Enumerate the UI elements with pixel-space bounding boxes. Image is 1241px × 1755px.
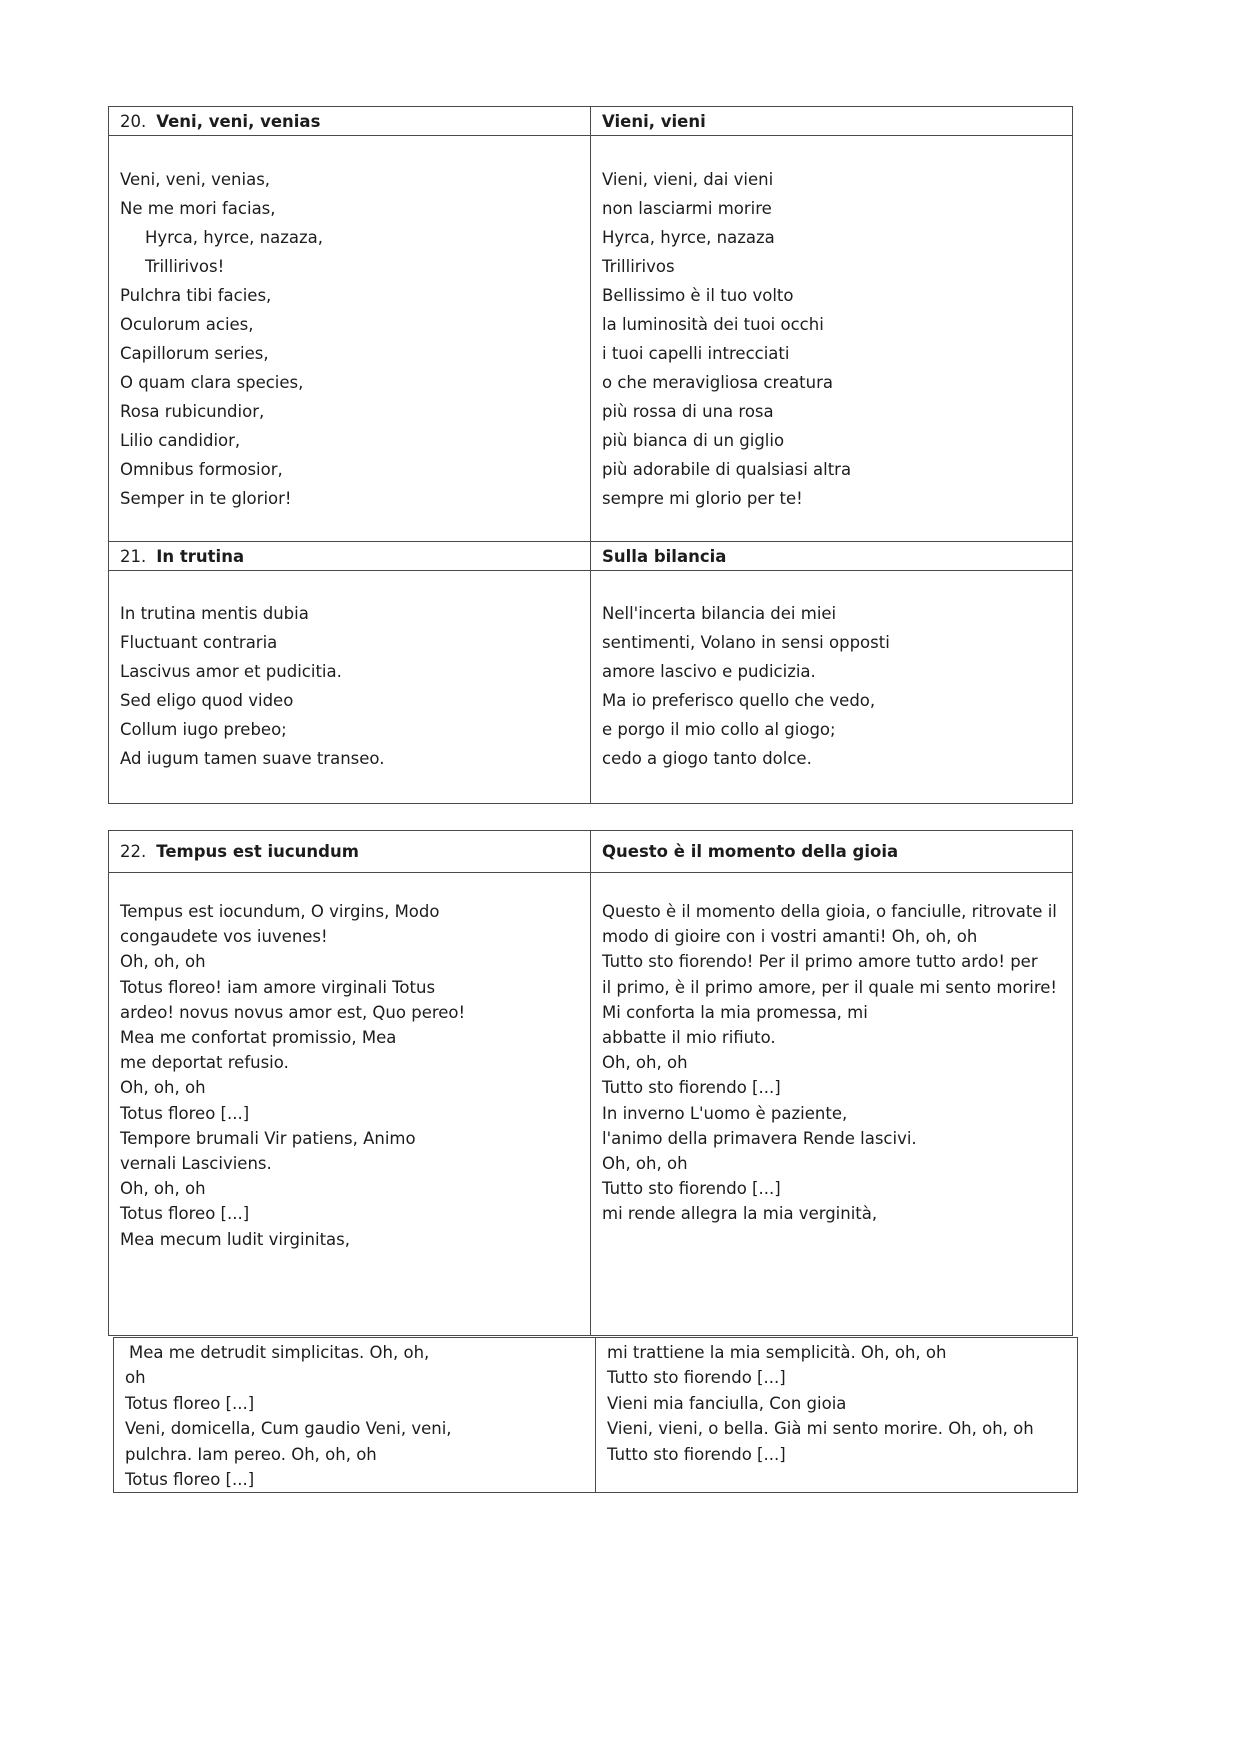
italian-line: Bellissimo è il tuo volto: [602, 286, 794, 305]
italian-text-cell: [591, 136, 1073, 542]
latin-line: Semper in te glorior!: [120, 489, 292, 508]
italian-line: In inverno L'uomo è paziente,: [602, 1103, 848, 1123]
latin-title: Tempus est iucundum: [156, 842, 359, 861]
latin-line: ardeo! novus novus amor est, Quo pereo!: [120, 1002, 466, 1022]
latin-line: vernali Lasciviens.: [120, 1154, 272, 1174]
latin-header-cell: [109, 107, 591, 136]
italian-line: amore lascivo e pudicizia.: [602, 662, 816, 681]
song-table-22: [108, 830, 1073, 1336]
latin-line: Ad iugum tamen suave transeo.: [120, 749, 385, 768]
latin-line: Oh, oh, oh: [120, 952, 206, 972]
latin-line: Totus floreo [...]: [125, 1470, 255, 1490]
latin-line: me deportat refusio.: [120, 1053, 289, 1073]
italian-line: non lasciarmi morire: [602, 199, 772, 218]
latin-line: Trillirivos!: [145, 257, 225, 276]
italian-text-cell: [591, 873, 1073, 1336]
latin-text-cell: [109, 571, 591, 804]
italian-line: sempre mi glorio per te!: [602, 489, 803, 508]
latin-line: Rosa rubicundior,: [120, 402, 265, 421]
italian-line: più bianca di un giglio: [602, 431, 785, 450]
latin-line: congaudete vos iuvenes!: [120, 927, 328, 947]
latin-line: Oculorum acies,: [120, 315, 254, 334]
italian-line: Ma io preferisco quello che vedo,: [602, 691, 876, 710]
latin-line: In trutina mentis dubia: [120, 604, 309, 623]
latin-title: Veni, veni, venias: [156, 111, 321, 131]
song-number: 22.: [120, 842, 147, 861]
italian-header-cell: [591, 542, 1073, 571]
italian-line: Tutto sto fiorendo! Per il primo amore tutto ardo! per: [602, 952, 1038, 972]
latin-line: Tempus est iocundum, O virgins, Modo: [120, 902, 440, 921]
latin-text-cell: [114, 1338, 596, 1493]
latin-line: Oh, oh, oh: [120, 1179, 206, 1199]
latin-line: Fluctuant contraria: [120, 633, 278, 652]
latin-header-cell: [109, 542, 591, 571]
latin-line: pulchra. Iam pereo. Oh, oh, oh: [125, 1444, 377, 1464]
latin-line: Totus floreo [...]: [120, 1204, 250, 1224]
latin-line: Collum iugo prebeo;: [120, 720, 287, 739]
latin-title: In trutina: [156, 546, 245, 566]
latin-line: Oh, oh, oh: [120, 1078, 206, 1098]
italian-line: Vieni, vieni, o bella. Già mi sento morire. Oh, oh, oh: [607, 1419, 1034, 1439]
latin-line: Omnibus formosior,: [120, 460, 283, 479]
latin-line: Mea me confortat promissio, Mea: [120, 1028, 397, 1048]
italian-line: Oh, oh, oh: [602, 1053, 688, 1073]
italian-line: mi rende allegra la mia verginità,: [602, 1204, 878, 1224]
italian-title: Questo è il momento della gioia: [602, 842, 899, 861]
italian-line: o che meravigliosa creatura: [602, 373, 833, 392]
song-table-21: [108, 541, 1073, 804]
song-table-20: [108, 106, 1073, 542]
latin-line: Capillorum series,: [120, 344, 269, 363]
latin-line: oh: [125, 1368, 146, 1388]
latin-line: Hyrca, hyrce, nazaza,: [145, 228, 323, 247]
italian-line: Mi conforta la mia promessa, mi: [602, 1002, 868, 1022]
italian-line: l'animo della primavera Rende lascivi.: [602, 1128, 917, 1148]
latin-line: Veni, veni, venias,: [120, 170, 271, 189]
continuation-table: [113, 1337, 1078, 1493]
latin-line: Lilio candidior,: [120, 431, 241, 450]
italian-line: Tutto sto fiorendo [...]: [607, 1444, 786, 1464]
song-number: 20.: [120, 111, 147, 131]
italian-text-cell: [596, 1338, 1078, 1493]
latin-line: Totus floreo [...]: [120, 1103, 250, 1123]
italian-line: la luminosità dei tuoi occhi: [602, 315, 824, 334]
latin-line: Tempore brumali Vir patiens, Animo: [120, 1128, 416, 1148]
song-number: 21.: [120, 546, 147, 566]
latin-line: Totus floreo! iam amore virginali Totus: [120, 977, 436, 997]
latin-line: O quam clara species,: [120, 373, 304, 392]
italian-line: modo di gioire con i vostri amanti! Oh, oh, oh: [602, 927, 978, 947]
italian-header-cell: [591, 831, 1073, 873]
latin-header-cell: [109, 831, 591, 873]
latin-text-cell: [109, 873, 591, 1336]
latin-line: Mea mecum ludit virginitas,: [120, 1229, 350, 1249]
latin-line: Sed eligo quod video: [120, 691, 294, 710]
italian-line: i tuoi capelli intrecciati: [602, 344, 790, 363]
italian-line: sentimenti, Volano in sensi opposti: [602, 633, 890, 652]
italian-line: cedo a giogo tanto dolce.: [602, 749, 812, 768]
latin-line: Pulchra tibi facies,: [120, 286, 272, 305]
latin-text-cell: [109, 136, 591, 542]
italian-line: il primo, è il primo amore, per il quale mi sento morire!: [602, 977, 1058, 997]
latin-line: Ne me mori facias,: [120, 199, 276, 218]
italian-line: Tutto sto fiorendo [...]: [602, 1078, 781, 1098]
italian-title: Sulla bilancia: [602, 546, 727, 566]
italian-line: mi trattiene la mia semplicità. Oh, oh, oh: [607, 1343, 947, 1362]
italian-line: più rossa di una rosa: [602, 402, 774, 421]
italian-line: Hyrca, hyrce, nazaza: [602, 228, 775, 247]
italian-line: Questo è il momento della gioia, o fanciulle, ritrovate il: [602, 902, 1057, 921]
italian-line: Oh, oh, oh: [602, 1154, 688, 1174]
italian-line: Nell'incerta bilancia dei miei: [602, 604, 837, 623]
italian-line: e porgo il mio collo al giogo;: [602, 720, 836, 739]
latin-line: Mea me detrudit simplicitas. Oh, oh,: [129, 1343, 430, 1362]
italian-title: Vieni, vieni: [602, 111, 706, 131]
italian-header-cell: [591, 107, 1073, 136]
italian-line: Tutto sto fiorendo [...]: [602, 1179, 781, 1199]
italian-line: Vieni mia fanciulla, Con gioia: [607, 1393, 847, 1413]
latin-line: Lascivus amor et pudicitia.: [120, 662, 342, 681]
latin-line: Veni, domicella, Cum gaudio Veni, veni,: [125, 1419, 452, 1439]
italian-text-cell: [591, 571, 1073, 804]
italian-line: Trillirivos: [602, 257, 675, 276]
latin-line: Totus floreo [...]: [125, 1393, 255, 1413]
italian-line: più adorabile di qualsiasi altra: [602, 460, 852, 479]
italian-line: abbatte il mio rifiuto.: [602, 1028, 776, 1048]
italian-line: Tutto sto fiorendo [...]: [607, 1368, 786, 1388]
italian-line: Vieni, vieni, dai vieni: [602, 170, 774, 189]
